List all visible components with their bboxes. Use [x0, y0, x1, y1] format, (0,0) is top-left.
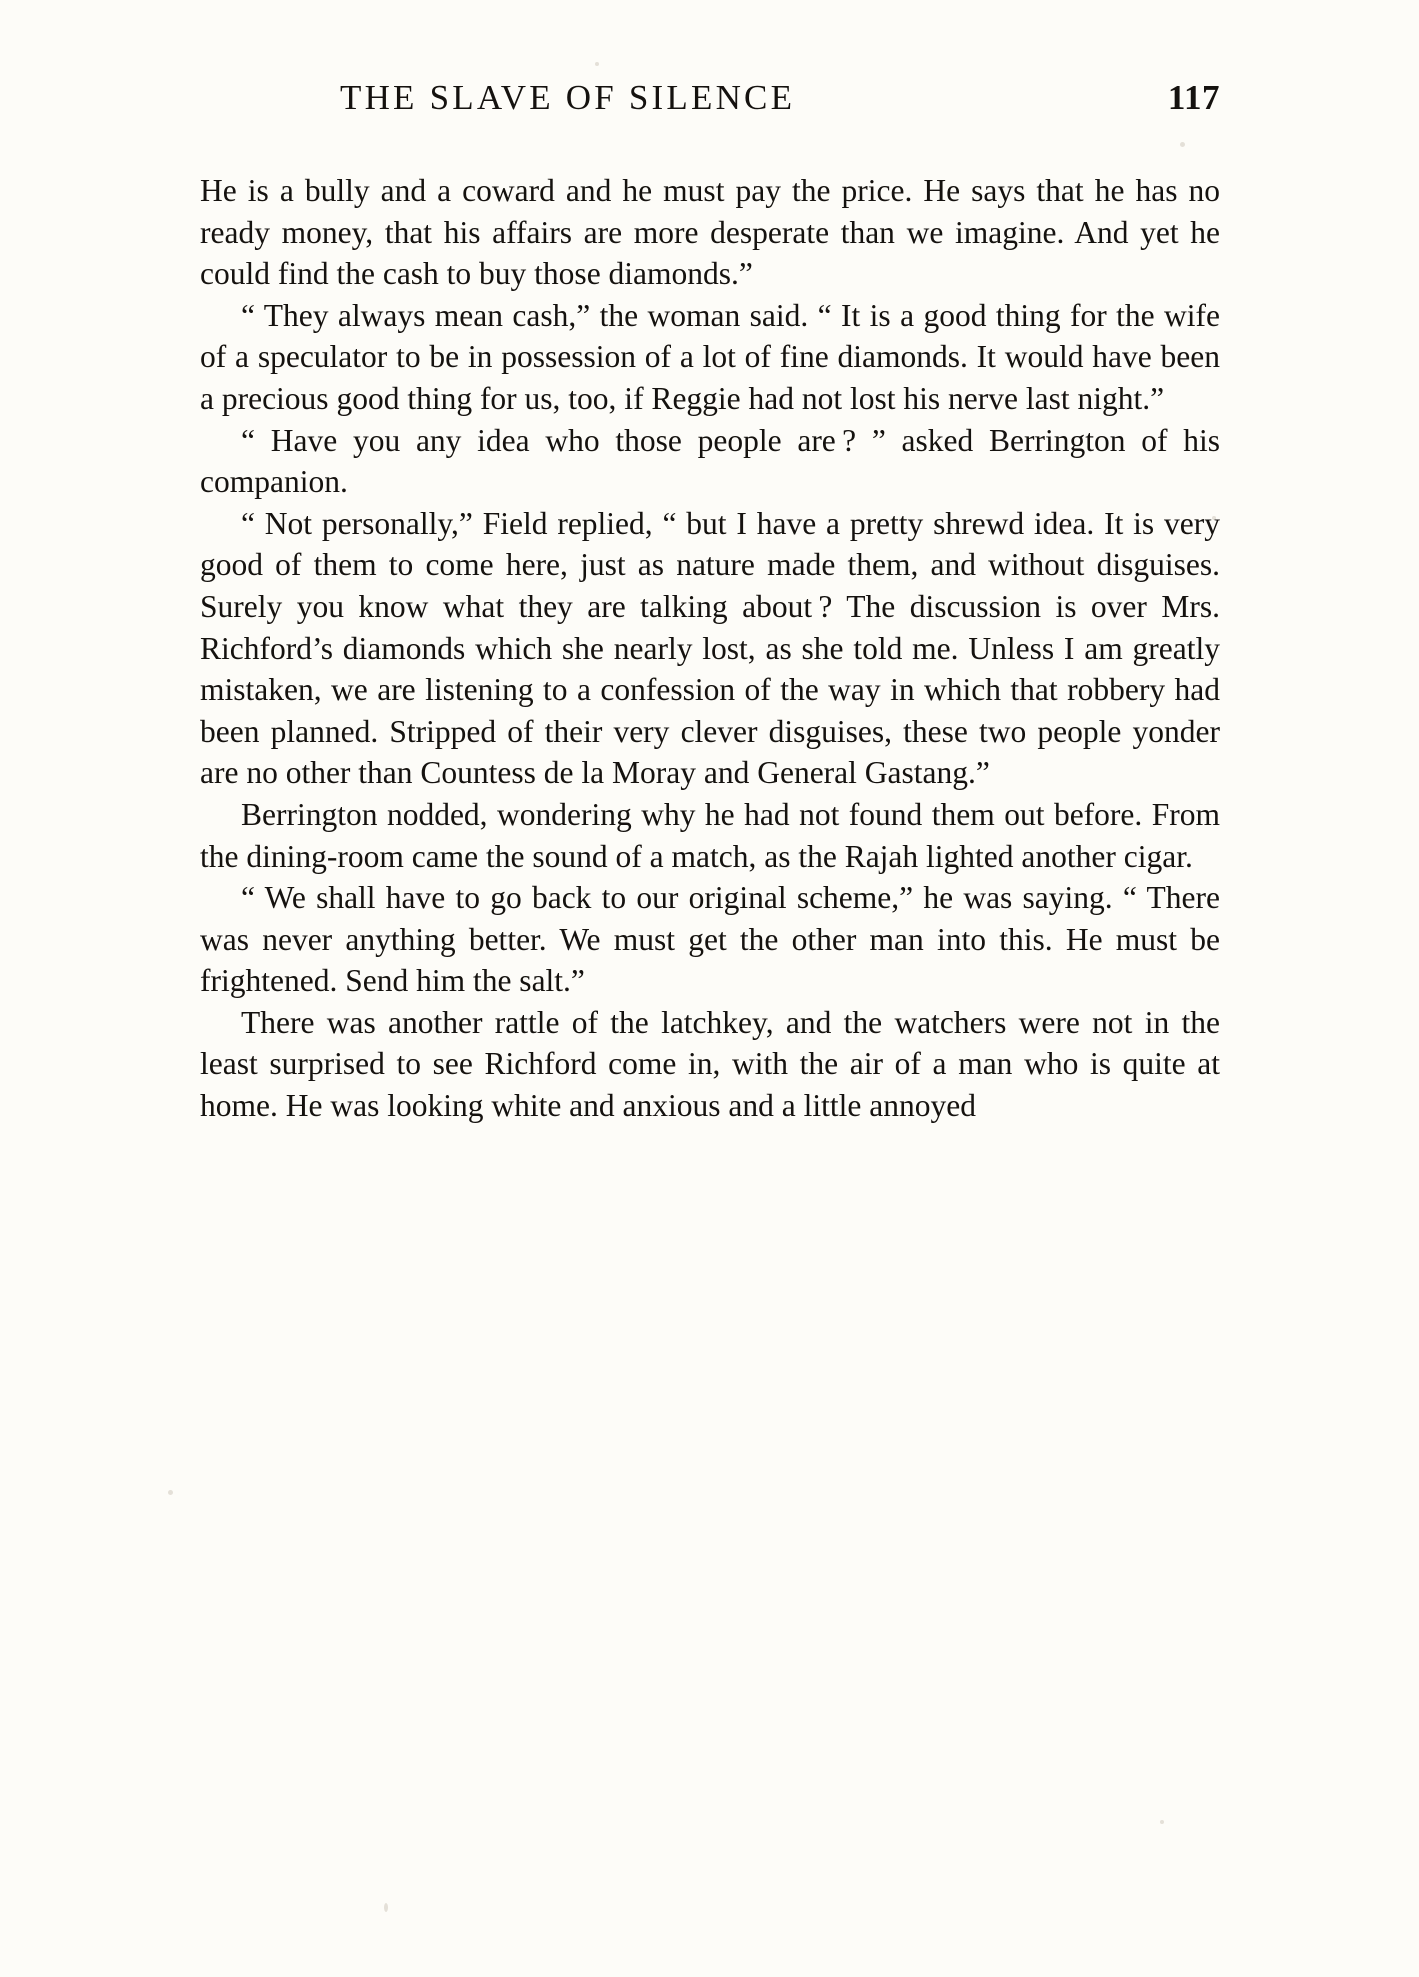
running-head — [200, 78, 1220, 118]
paper-fleck — [1160, 1820, 1164, 1824]
page-title: THE SLAVE OF SILENCE — [340, 78, 796, 117]
paragraph: Berrington nodded, wondering why he had not found them out before. From the dining-room came the sound of a match, as the Rajah lighted another cigar. — [200, 796, 1220, 874]
paragraph: He is a bully and a coward and he must pay the price. He says that he has no ready money, that his affairs are more desperate than we imagine. And yet he could find the cash to buy those diamonds.” — [200, 173, 1220, 292]
paragraph: “ We shall have to go back to our original scheme,” he was saying. “ There was never anything better. We must get the other man into this. He must be frightened. Send him the salt.” — [200, 880, 1220, 999]
paragraph: “ Not personally,” Field replied, “ but I have a pretty shrewd idea. It is very good of them to come here, just as nature made them, and without disguises. Surely you know what they are talking about ? The discussion is over Mrs. Richford’s diamonds which she nearly lost, as she told me. Unless I am greatly mistaken, we are listening to a confession of the way in which that robbery had been planned. Stripped of their very clever disguises, these two people yonder are no other than Countess de la Moray and General Gastang.” — [200, 505, 1220, 791]
paper-fleck — [168, 1490, 173, 1495]
paper-fleck — [595, 62, 599, 66]
paragraph: “ They always mean cash,” the woman said. “ It is a good thing for the wife of a speculator to be in possession of a lot of fine diamonds. It would have been a precious good thing for us, too, if Reggie had not lost his nerve last night.” — [200, 297, 1220, 416]
body-text — [200, 170, 1220, 1127]
page-number: 117 — [1167, 78, 1220, 117]
paragraph: “ Have you any idea who those people are ? ” asked Berrington of his companion. — [200, 422, 1220, 500]
paragraph: There was another rattle of the latchkey, and the watchers were not in the least surprised to see Richford come in, with the air of a man who is quite at home. He was looking white and anxious and a little annoyed — [200, 1004, 1220, 1124]
paper-fleck — [384, 1903, 388, 1912]
